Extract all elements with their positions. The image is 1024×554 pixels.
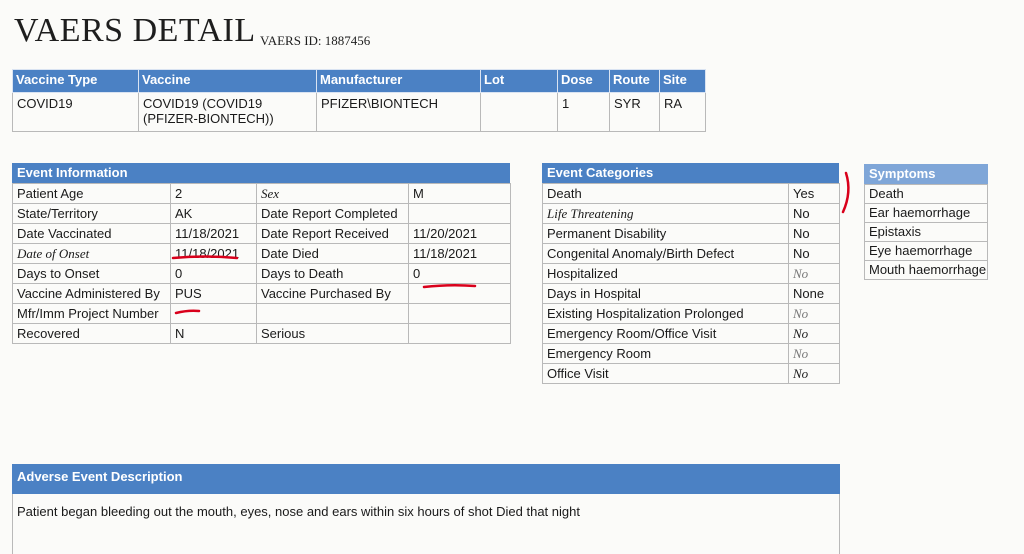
category-label: Life Threatening	[543, 204, 789, 224]
table-cell: 1	[558, 93, 610, 132]
category-value: Yes	[789, 184, 840, 204]
field-label: Serious	[257, 324, 409, 344]
category-label: Hospitalized	[543, 264, 789, 284]
vaccine-table	[12, 69, 706, 132]
field-value: 0	[409, 264, 511, 284]
field-label: Vaccine Administered By	[13, 284, 171, 304]
table-row	[543, 224, 840, 244]
symptom-item: Mouth haemorrhage	[865, 261, 988, 280]
page-title: VAERS DETAIL	[14, 12, 256, 49]
section-header: Adverse Event Description	[12, 464, 840, 494]
table-row	[543, 324, 840, 344]
field-label: Vaccine Purchased By	[257, 284, 409, 304]
column-header: Lot	[481, 70, 558, 93]
symptoms-section	[864, 164, 988, 280]
column-header: Vaccine	[139, 70, 317, 93]
field-label: Recovered	[13, 324, 171, 344]
column-header: Manufacturer	[317, 70, 481, 93]
category-value: No	[789, 264, 840, 284]
list-item	[865, 261, 988, 280]
column-header: Route	[610, 70, 660, 93]
category-label: Congenital Anomaly/Birth Defect	[543, 244, 789, 264]
table-cell: COVID19 (COVID19 (PFIZER-BIONTECH))	[139, 93, 317, 132]
field-value: M	[409, 184, 511, 204]
table-cell: PFIZER\BIONTECH	[317, 93, 481, 132]
table-row	[543, 284, 840, 304]
category-label: Emergency Room/Office Visit	[543, 324, 789, 344]
table-row	[13, 264, 511, 284]
field-value	[409, 284, 511, 304]
table-row	[543, 264, 840, 284]
vaers-id-label: VAERS ID: 1887456	[260, 33, 371, 48]
field-label: State/Territory	[13, 204, 171, 224]
table-row	[543, 344, 840, 364]
symptom-item: Eye haemorrhage	[865, 242, 988, 261]
field-value: 11/18/2021	[409, 244, 511, 264]
category-value: No	[789, 244, 840, 264]
category-value: No	[789, 324, 840, 344]
section-header: Event Information	[12, 163, 510, 183]
table-cell	[481, 93, 558, 132]
category-value: No	[789, 304, 840, 324]
field-label: Date Vaccinated	[13, 224, 171, 244]
list-item	[865, 242, 988, 261]
table-cell: RA	[660, 93, 706, 132]
bracket-death-mark	[843, 173, 848, 212]
category-label: Days in Hospital	[543, 284, 789, 304]
column-header: Site	[660, 70, 706, 93]
symptoms-table	[864, 184, 988, 280]
field-value: 11/20/2021	[409, 224, 511, 244]
category-value: None	[789, 284, 840, 304]
symptom-item: Epistaxis	[865, 223, 988, 242]
field-value	[409, 304, 511, 324]
column-header: Dose	[558, 70, 610, 93]
field-label: Date of Onset	[13, 244, 171, 264]
event-information-section	[12, 163, 510, 344]
field-label: Mfr/Imm Project Number	[13, 304, 171, 324]
symptom-item: Death	[865, 185, 988, 204]
table-row	[13, 204, 511, 224]
field-value	[409, 204, 511, 224]
table-row	[543, 364, 840, 384]
field-label: Days to Death	[257, 264, 409, 284]
category-label: Existing Hospitalization Prolonged	[543, 304, 789, 324]
vaccine-table-header	[13, 70, 706, 93]
event-categories-table	[542, 183, 840, 384]
list-item	[865, 185, 988, 204]
table-row	[13, 324, 511, 344]
section-header: Symptoms	[864, 164, 988, 184]
list-item	[865, 223, 988, 242]
table-row	[13, 304, 511, 324]
table-row	[13, 93, 706, 132]
category-label: Emergency Room	[543, 344, 789, 364]
table-row	[543, 304, 840, 324]
field-value	[171, 304, 257, 324]
category-value: No	[789, 364, 840, 384]
field-label: Date Died	[257, 244, 409, 264]
table-row	[543, 184, 840, 204]
event-categories-section	[542, 163, 839, 384]
field-value: 2	[171, 184, 257, 204]
field-value: 11/18/2021	[171, 244, 257, 264]
field-label: Date Report Received	[257, 224, 409, 244]
table-cell: COVID19	[13, 93, 139, 132]
field-value: AK	[171, 204, 257, 224]
list-item	[865, 204, 988, 223]
symptom-item: Ear haemorrhage	[865, 204, 988, 223]
table-row	[13, 184, 511, 204]
category-label: Death	[543, 184, 789, 204]
category-label: Office Visit	[543, 364, 789, 384]
event-information-table	[12, 183, 511, 344]
category-label: Permanent Disability	[543, 224, 789, 244]
section-header: Event Categories	[542, 163, 839, 183]
field-label: Sex	[257, 184, 409, 204]
table-row	[13, 224, 511, 244]
field-value	[409, 324, 511, 344]
field-value: 11/18/2021	[171, 224, 257, 244]
table-row	[13, 284, 511, 304]
field-label	[257, 304, 409, 324]
field-value: N	[171, 324, 257, 344]
field-value: 0	[171, 264, 257, 284]
category-value: No	[789, 204, 840, 224]
field-value: PUS	[171, 284, 257, 304]
field-label: Days to Onset	[13, 264, 171, 284]
category-value: No	[789, 344, 840, 364]
table-cell: SYR	[610, 93, 660, 132]
field-label: Date Report Completed	[257, 204, 409, 224]
adverse-event-section	[12, 464, 840, 554]
table-row	[543, 204, 840, 224]
table-row	[13, 244, 511, 264]
column-header: Vaccine Type	[13, 70, 139, 93]
field-label: Patient Age	[13, 184, 171, 204]
table-row	[543, 244, 840, 264]
category-value: No	[789, 224, 840, 244]
adverse-event-description: Patient began bleeding out the mouth, eyes, nose and ears within six hours of shot Died that night	[12, 494, 840, 554]
